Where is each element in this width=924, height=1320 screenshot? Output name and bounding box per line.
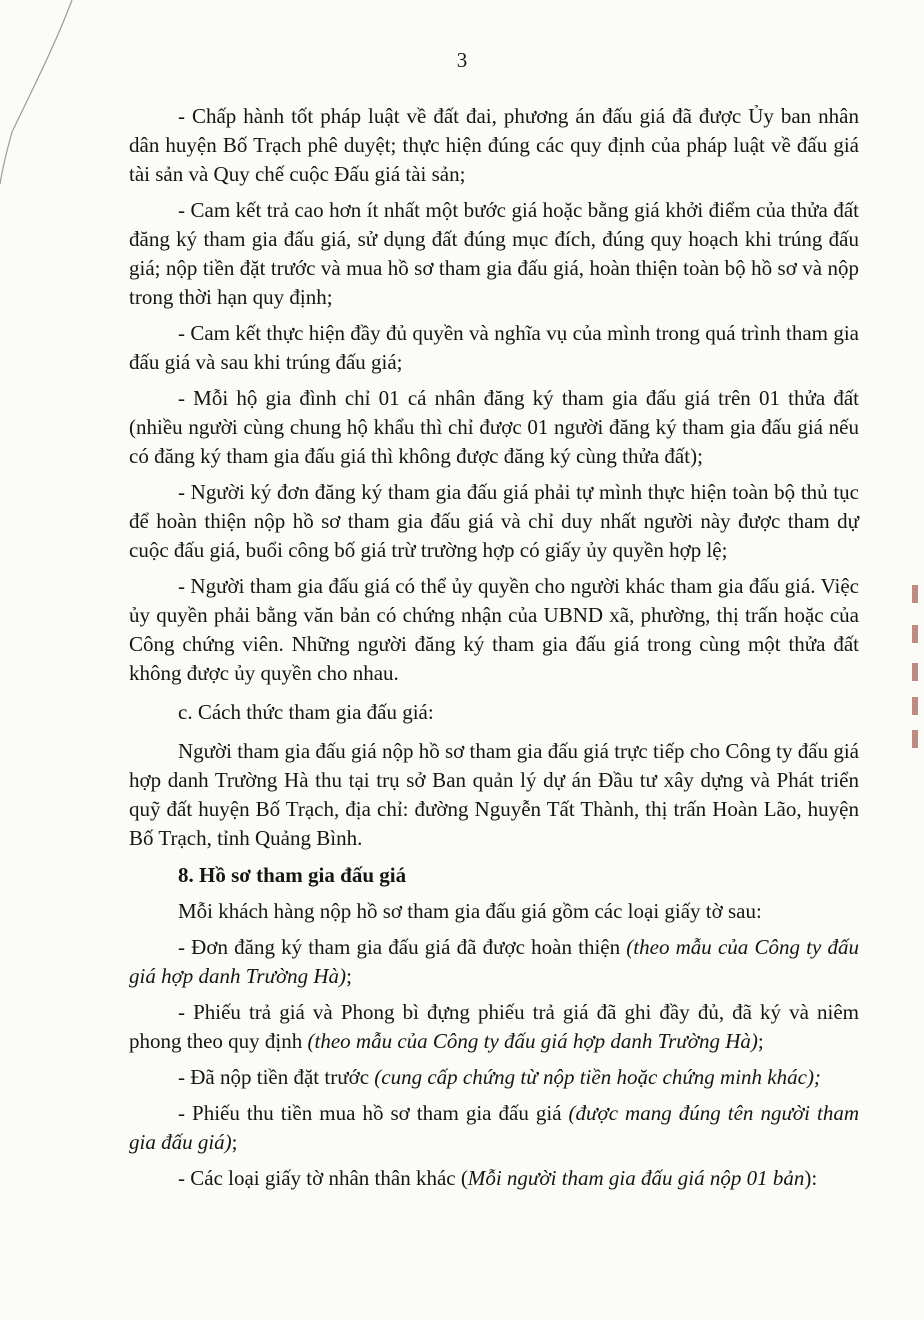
- paragraph: - Chấp hành tốt pháp luật về đất đai, phương án đấu giá đã được Ủy ban nhân dân huyện Bố Trạch phê duyệt; thực hiện đúng các quy định của pháp luật về đấu giá tài sản và Quy chế cuộc Đấu giá tài sản;: [129, 104, 859, 186]
- document-item-tail: ;: [231, 1130, 238, 1154]
- document-item-note: Mỗi người tham gia đấu giá nộp 01 bản: [467, 1166, 805, 1190]
- section-intro: Mỗi khách hàng nộp hồ sơ tham gia đấu giá gồm các loại giấy tờ sau:: [178, 899, 762, 923]
- document-item-text: - Đã nộp tiền đặt trước: [178, 1065, 375, 1089]
- document-item: [129, 1063, 859, 1092]
- document-item-note: (cung cấp chứng từ nộp tiền hoặc chứng minh khác);: [374, 1065, 821, 1089]
- document-item: [129, 1099, 859, 1157]
- document-body: [129, 102, 859, 1193]
- paragraph: - Người ký đơn đăng ký tham gia đấu giá phải tự mình thực hiện toàn bộ thủ tục để hoàn thiện nộp hồ sơ tham gia đấu giá và chỉ duy nhất người này được tham dự cuộc đấu giá, buổi công bố giá trừ trường hợp có giấy ủy quyền hợp lệ;: [129, 480, 859, 562]
- document-item-tail: ;: [346, 964, 352, 988]
- document-item: [129, 998, 859, 1056]
- document-item-note: (theo mẫu của Công ty đấu giá hợp danh Trường Hà): [307, 1029, 758, 1053]
- paragraph: - Mỗi hộ gia đình chỉ 01 cá nhân đăng ký tham gia đấu giá trên 01 thửa đất (nhiều người cùng chung hộ khẩu thì chỉ được 01 người đăng ký tham gia đấu giá nếu có đăng ký tham gia đấu giá thì không được đăng ký cùng thửa đất);: [129, 386, 859, 468]
- page-edge-shadow: [0, 0, 80, 220]
- document-item: [129, 1164, 859, 1193]
- document-item: [129, 933, 859, 991]
- paragraph: - Cam kết trả cao hơn ít nhất một bước giá hoặc bằng giá khởi điểm của thửa đất đăng ký tham gia đấu giá, sử dụng đất đúng mục đích, đúng quy hoạch khi trúng đấu giá; nộp tiền đặt trước và mua hồ sơ tham gia đấu giá, hoàn thiện toàn bộ hồ sơ và nộp trong thời hạn quy định;: [129, 198, 859, 309]
- paragraph: Người tham gia đấu giá nộp hồ sơ tham gia đấu giá trực tiếp cho Công ty đấu giá hợp danh Trường Hà thu tại trụ sở Ban quản lý dự án Đầu tư xây dựng và Phát triển quỹ đất huyện Bố Trạch, địa chỉ: đường Nguyễn Tất Thành, thị trấn Hoàn Lão, huyện Bố Trạch, tỉnh Quảng Bình.: [129, 739, 859, 850]
- document-item-text: - Đơn đăng ký tham gia đấu giá đã được hoàn thiện: [178, 935, 627, 959]
- document-item-text: - Phiếu trả giá và Phong bì đựng phiếu trả giá đã ghi đầy đủ, đã ký và niêm phong theo quy định: [129, 1000, 859, 1053]
- document-item-text: - Phiếu thu tiền mua hồ sơ tham gia đấu giá: [178, 1101, 569, 1125]
- page-number: 3: [456, 48, 468, 72]
- document-item-note: (được mang đúng tên người tham gia đấu giá): [129, 1101, 859, 1154]
- document-item-note: (theo mẫu của Công ty đấu giá hợp danh Trường Hà): [129, 935, 859, 988]
- paragraph: - Cam kết thực hiện đầy đủ quyền và nghĩa vụ của mình trong quá trình tham gia đấu giá và sau khi trúng đấu giá;: [129, 321, 859, 374]
- document-item-text: - Các loại giấy tờ nhân thân khác (: [178, 1166, 468, 1190]
- document-item-tail: ;: [757, 1029, 764, 1053]
- page-margin-marks: [912, 585, 922, 755]
- paragraph: - Người tham gia đấu giá có thể ủy quyền cho người khác tham gia đấu giá. Việc ủy quyền phải bằng văn bản có chứng nhận của UBND xã, phường, thị trấn hoặc của Công chứng viên. Những người đăng ký tham gia đấu giá trong cùng một thửa đất không được ủy quyền cho nhau.: [129, 574, 859, 685]
- document-item-tail: ):: [804, 1166, 818, 1190]
- section-heading: 8. Hồ sơ tham gia đấu giá: [178, 863, 407, 887]
- paragraph: c. Cách thức tham gia đấu giá:: [178, 700, 434, 724]
